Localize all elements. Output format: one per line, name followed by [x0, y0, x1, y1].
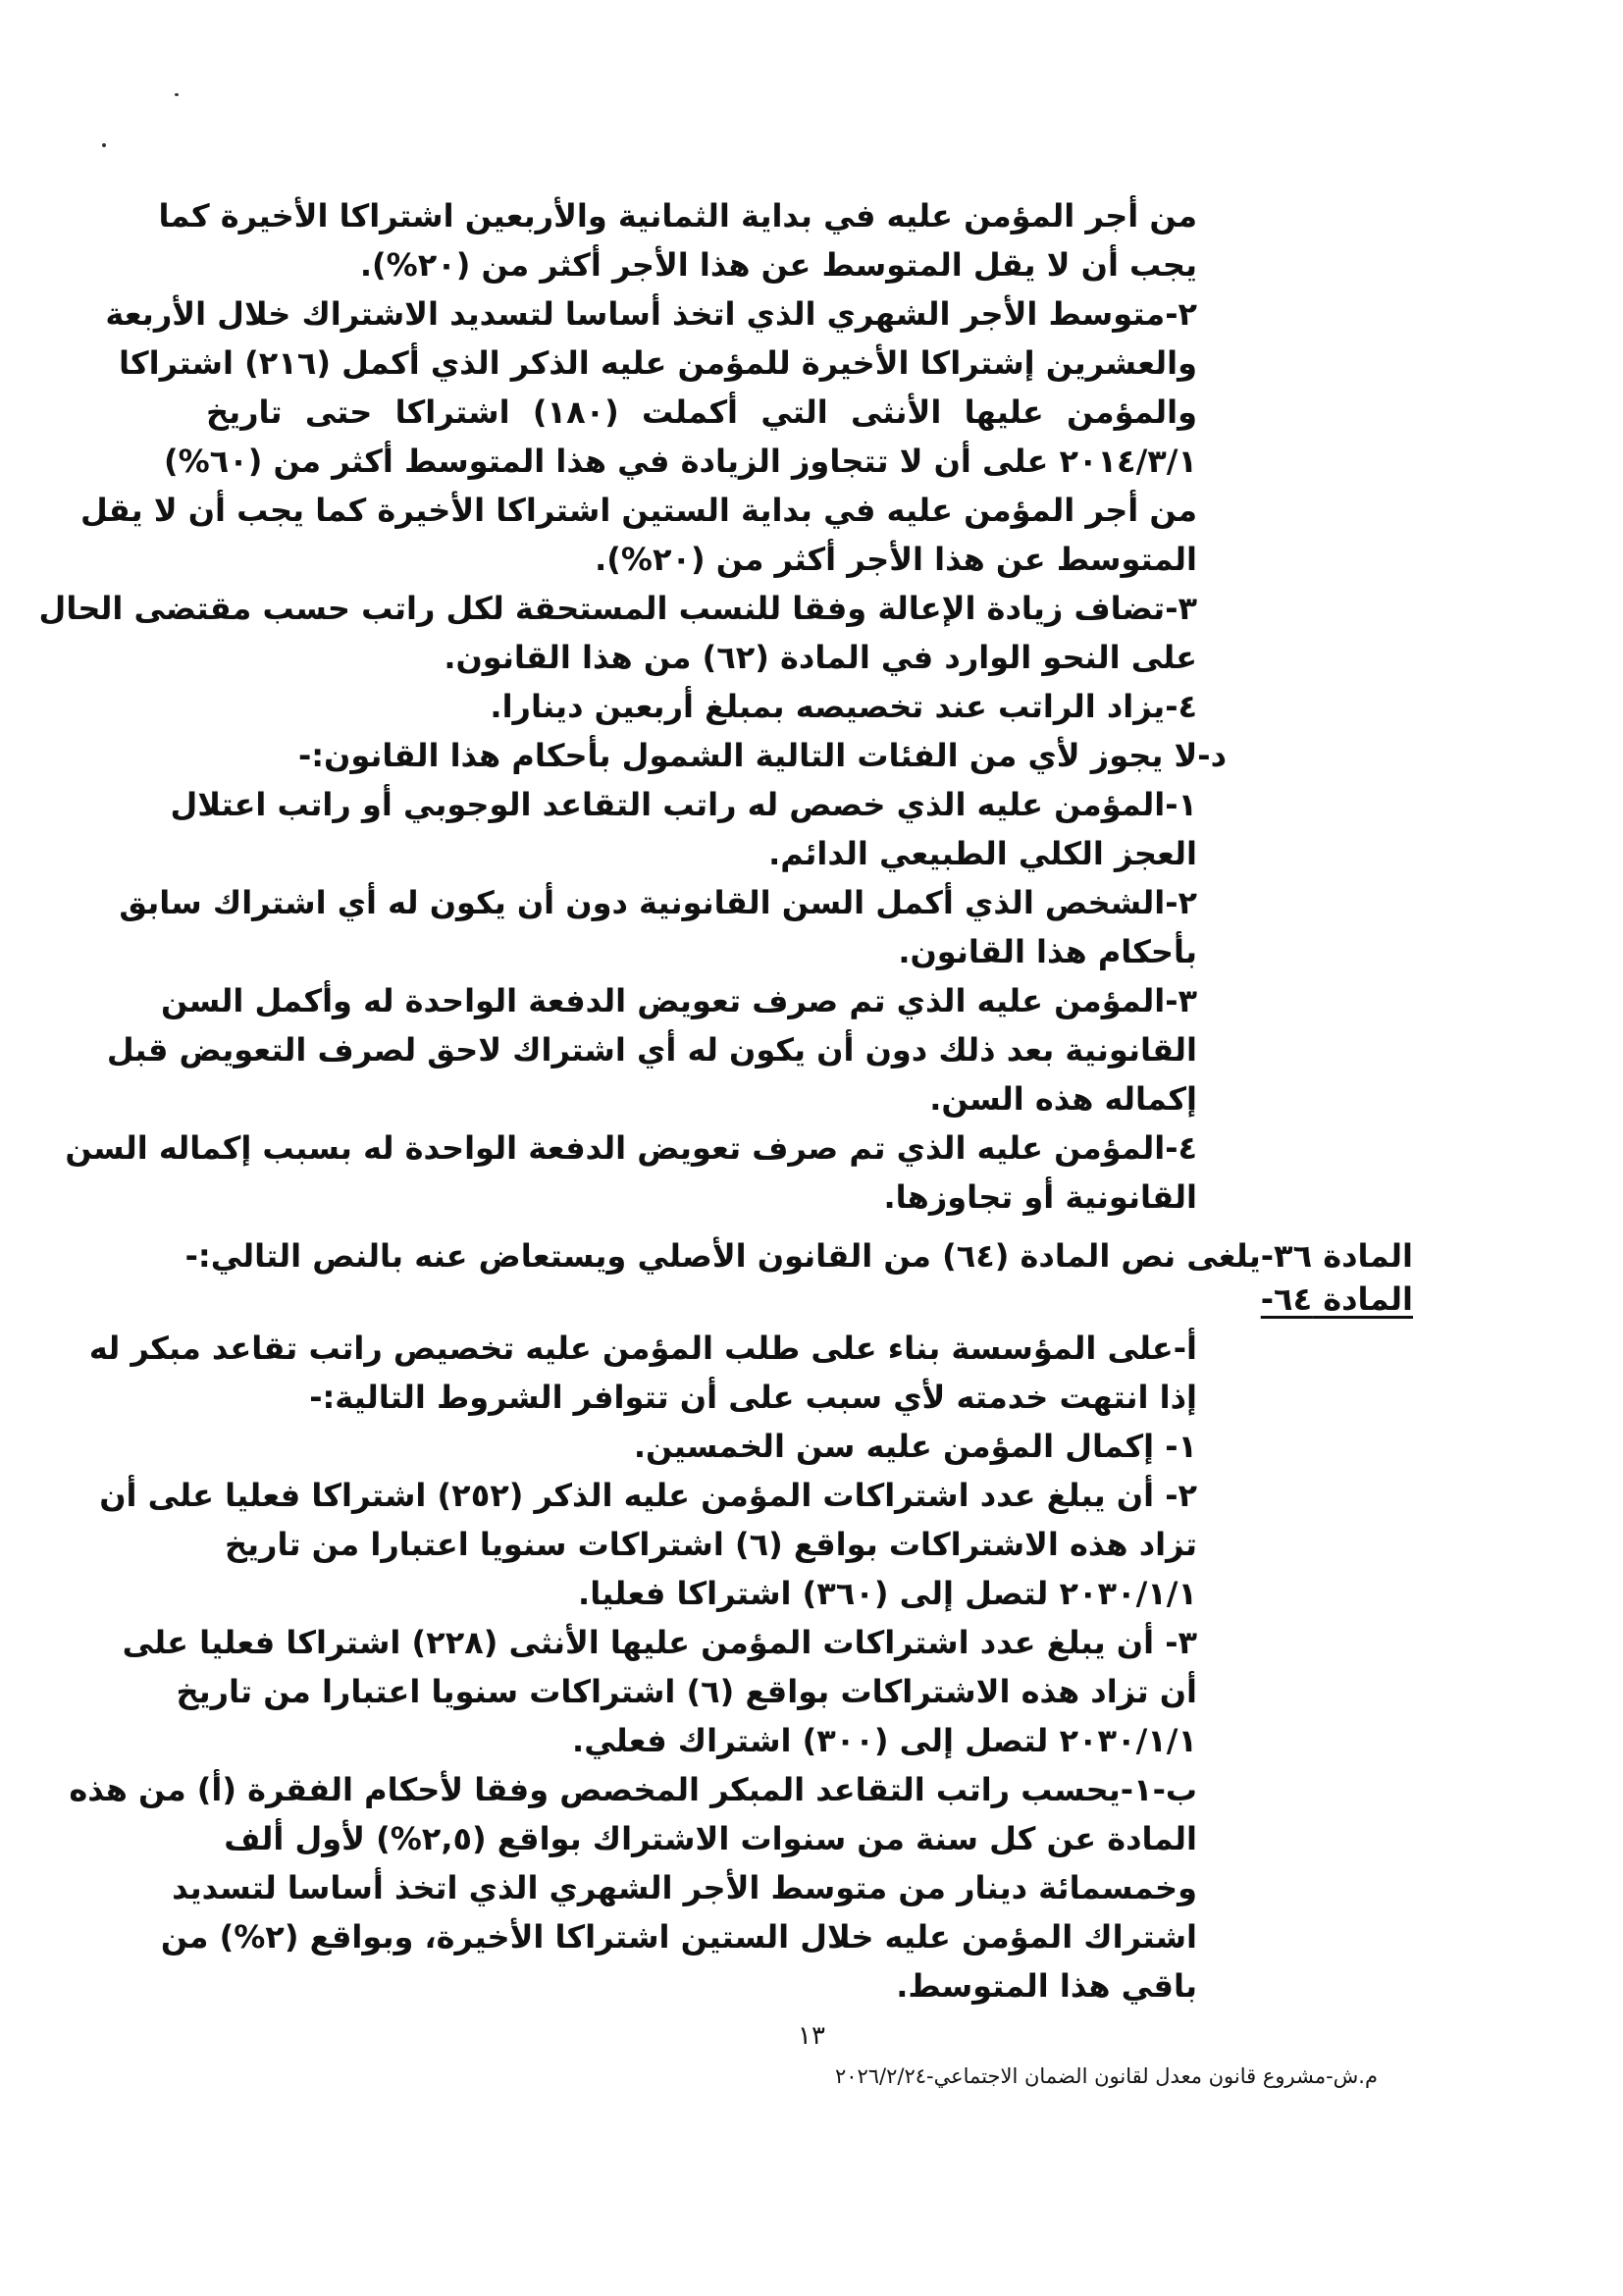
- scan-speck: [175, 93, 179, 96]
- text-line: المادة عن كل سنة من سنوات الاشتراك بواقع (٢,٥%) لأول ألف: [224, 1820, 1197, 1857]
- article-heading: المادة ٣٦-يلغى نص المادة (٦٤) من القانون الأصلي ويستعاض عنه بالنص التالي:-: [184, 1237, 1413, 1275]
- text-line: وخمسمائة دينار من متوسط الأجر الشهري الذي اتخذ أساسا لتسديد: [172, 1869, 1197, 1906]
- text-line: من أجر المؤمن عليه في بداية الستين اشتراكا الأخيرة كما يجب أن لا يقل: [79, 492, 1197, 529]
- scan-speck: [102, 143, 106, 147]
- text-line: ٣- أن يبلغ عدد اشتراكات المؤمن عليها الأنثى (٢٢٨) اشتراكا فعليا على: [122, 1624, 1197, 1661]
- text-line: د-لا يجوز لأي من الفئات التالية الشمول بأحكام هذا القانون:-: [297, 737, 1227, 774]
- text-line: ٤-يزاد الراتب عند تخصيصه بمبلغ أربعين دينارا.: [490, 688, 1197, 725]
- text-line: إذا انتهت خدمته لأي سبب على أن تتوافر الشروط التالية:-: [309, 1379, 1197, 1416]
- text-line: ٣-المؤمن عليه الذي تم صرف تعويض الدفعة الواحدة له وأكمل السن: [160, 982, 1197, 1019]
- text-line: اشتراك المؤمن عليه خلال الستين اشتراكا الأخيرة، وبواقع (٢%) من: [160, 1918, 1197, 1956]
- text-line: ٤-المؤمن عليه الذي تم صرف تعويض الدفعة الواحدة له بسبب إكماله السن: [65, 1129, 1197, 1167]
- text-line: ١- إكمال المؤمن عليه سن الخمسين.: [633, 1428, 1197, 1465]
- text-line: القانونية بعد ذلك دون أن يكون له أي اشتراك لاحق لصرف التعويض قبل: [106, 1031, 1197, 1069]
- text-line: أن تزاد هذه الاشتراكات بواقع (٦) اشتراكات سنويا اعتبارا من تاريخ: [176, 1673, 1197, 1710]
- text-line: ١-المؤمن عليه الذي خصص له راتب التقاعد الوجوبي أو راتب اعتلال: [170, 786, 1197, 823]
- text-line: القانونية أو تجاوزها.: [883, 1178, 1197, 1216]
- text-line: إكماله هذه السن.: [929, 1080, 1197, 1118]
- text-line: على النحو الوارد في المادة (٦٢) من هذا القانون.: [444, 639, 1197, 676]
- text-line: ٢-متوسط الأجر الشهري الذي اتخذ أساسا لتسديد الاشتراك خلال الأربعة: [105, 295, 1197, 333]
- document-reference: م.ش-مشروع قانون معدل لقانون الضمان الاجتماعي-٢٠٢٦/٢/٢٤: [834, 2064, 1378, 2088]
- text-line: والعشرين إشتراكا الأخيرة للمؤمن عليه الذكر الذي أكمل (٢١٦) اشتراكا: [118, 344, 1197, 382]
- text-line: ٢٠٣٠/١/١ لتصل إلى (٣٠٠) اشتراك فعلي.: [572, 1722, 1197, 1759]
- article-subheading: المادة ٦٤-: [1260, 1280, 1413, 1318]
- text-line: تزاد هذه الاشتراكات بواقع (٦) اشتراكات سنويا اعتبارا من تاريخ: [224, 1526, 1197, 1563]
- text-line: العجز الكلي الطبيعي الدائم.: [768, 835, 1197, 872]
- text-line: بأحكام هذا القانون.: [898, 933, 1197, 970]
- text-line: ٢٠١٤/٣/١ على أن لا تتجاوز الزيادة في هذا المتوسط أكثر من (٦٠%): [163, 443, 1197, 480]
- text-line: باقي هذا المتوسط.: [896, 1967, 1197, 2005]
- text-line: ٣-تضاف زيادة الإعالة وفقا للنسب المستحقة لكل راتب حسب مقتضى الحال: [38, 590, 1197, 627]
- text-line: يجب أن لا يقل المتوسط عن هذا الأجر أكثر من (٢٠%).: [359, 246, 1197, 284]
- text-line: ٢-الشخص الذي أكمل السن القانونية دون أن يكون له أي اشتراك سابق: [119, 884, 1197, 921]
- page-number: ١٣: [798, 2021, 825, 2051]
- text-line: ٢٠٣٠/١/١ لتصل إلى (٣٦٠) اشتراكا فعليا.: [578, 1575, 1197, 1612]
- text-line: ب-١-يحسب راتب التقاعد المبكر المخصص وفقا لأحكام الفقرة (أ) من هذه: [69, 1771, 1197, 1808]
- text-line: المتوسط عن هذا الأجر أكثر من (٢٠%).: [595, 541, 1197, 578]
- text-line: والمؤمن عليها الأنثى التي أكملت (١٨٠) اشتراكا حتى تاريخ: [206, 393, 1198, 431]
- text-line: من أجر المؤمن عليه في بداية الثمانية والأربعين اشتراكا الأخيرة كما: [158, 197, 1197, 235]
- text-line: أ-على المؤسسة بناء على طلب المؤمن عليه تخصيص راتب تقاعد مبكر له: [88, 1330, 1197, 1367]
- text-line: ٢- أن يبلغ عدد اشتراكات المؤمن عليه الذكر (٢٥٢) اشتراكا فعليا على أن: [99, 1477, 1197, 1514]
